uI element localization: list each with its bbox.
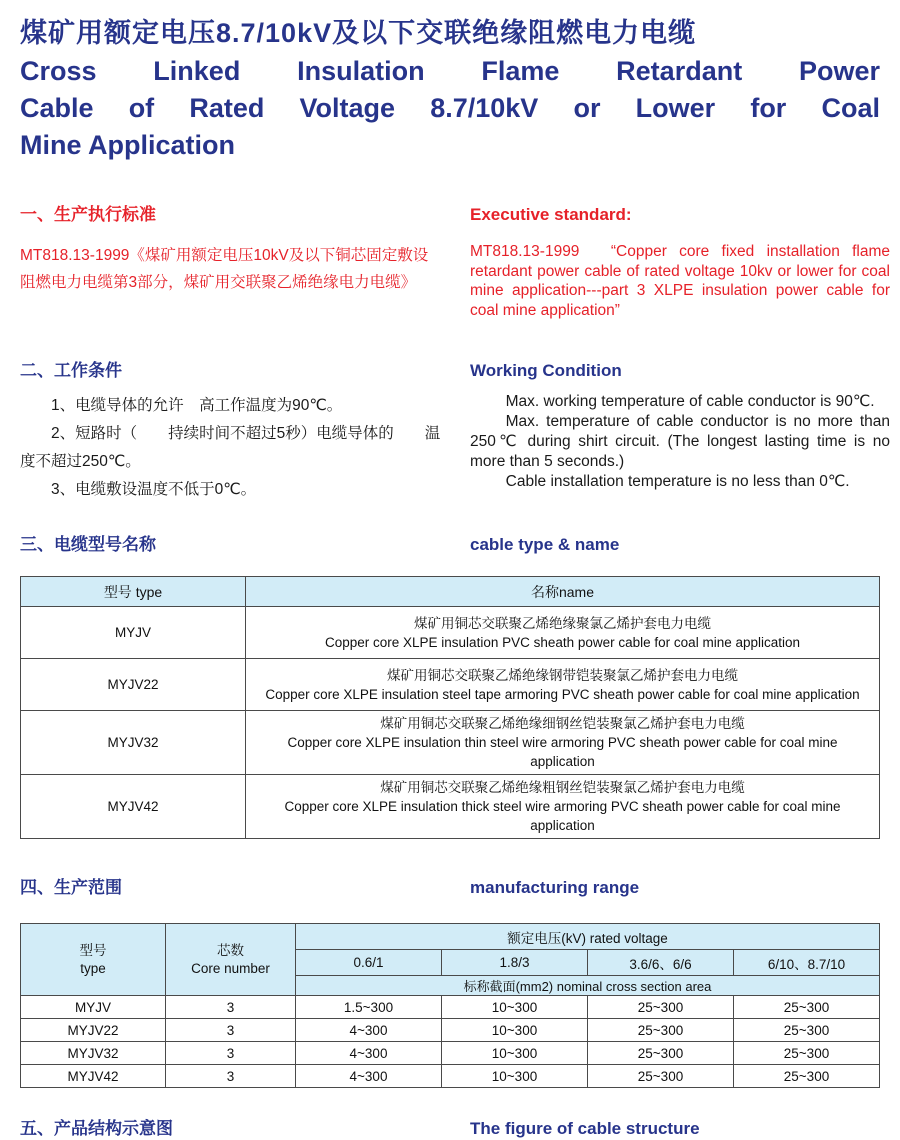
t2-header-type	[21, 924, 166, 996]
working-item-en: Max. temperature of cable conductor is no more than 250℃ during shirt circuit. (The longest lasting time is no more than 5 seconds.)	[470, 413, 890, 470]
section-heading-structure-en: The figure of cable structure	[470, 1119, 700, 1138]
t2-header-core-zh: 芯数	[217, 942, 244, 958]
working-item-en: Cable installation temperature is no less than 0℃.	[505, 473, 850, 490]
working-item-en: Max. working temperature of cable conductor is 90℃.	[505, 393, 875, 410]
cell-type: MYJV32	[21, 1042, 166, 1065]
cell-range: 10~300	[442, 996, 588, 1019]
cell-range: 25~300	[588, 1065, 734, 1088]
page-title-en-line: Mine Application	[20, 130, 235, 160]
table-row	[21, 1042, 880, 1065]
cell-type: MYJV32	[21, 711, 246, 775]
cell-name-zh: 煤矿用铜芯交联聚乙烯绝缘细钢丝铠装聚氯乙烯护套电力电缆	[380, 716, 745, 731]
cell-name	[246, 711, 880, 775]
section-working-body	[20, 392, 890, 504]
t2-header-type-en: type	[80, 960, 106, 976]
cell-type: MYJV	[21, 607, 246, 659]
section-range-headings	[20, 877, 880, 899]
t2-voltage-col: 6/10、8.7/10	[734, 950, 880, 976]
cell-name-zh: 煤矿用铜芯交联聚乙烯绝缘钢带铠装聚氯乙烯护套电力电缆	[387, 667, 738, 683]
cell-name-en: Copper core XLPE insulation PVC sheath power cable for coal mine application	[324, 634, 801, 650]
table-row	[21, 996, 880, 1019]
t2-header-voltage: 额定电压(kV) rated voltage	[296, 924, 880, 950]
cell-name-en: Copper core XLPE insulation thin steel wire armoring PVC sheath power cable for coal mine application	[287, 735, 838, 769]
section-heading-working-zh: 二、工作条件	[20, 361, 122, 380]
section-heading-standard-zh: 一、生产执行标准	[20, 205, 156, 224]
cell-range: 25~300	[734, 996, 880, 1019]
table-row	[21, 607, 880, 659]
table-row	[21, 1019, 880, 1042]
table-row	[21, 775, 880, 839]
cell-type: MYJV22	[21, 1019, 166, 1042]
page-title-en-line: Cable of Rated Voltage 8.7/10kV or Lower for Coal	[20, 93, 880, 123]
cell-core: 3	[166, 996, 296, 1019]
t1-header-name: 名称name	[246, 577, 880, 607]
section-heading-structure-zh: 五、产品结构示意图	[20, 1119, 173, 1138]
cell-core: 3	[166, 1042, 296, 1065]
working-conditions-zh	[20, 392, 450, 504]
t1-header-type: 型号 type	[21, 577, 246, 607]
cell-range: 25~300	[734, 1065, 880, 1088]
cell-range: 1.5~300	[296, 996, 442, 1019]
section-heading-typename-en: cable type & name	[470, 535, 620, 554]
cell-name	[246, 607, 880, 659]
table-row	[21, 1065, 880, 1088]
standard-text-zh: MT818.13-1999《煤矿用额定电压10kV及以下铜芯固定敷设阻燃电力电缆第3部分，煤矿用交联聚乙烯绝缘电力电缆》	[20, 247, 429, 291]
t2-header-type-zh: 型号	[79, 942, 107, 958]
t2-voltage-col: 0.6/1	[296, 950, 442, 976]
cell-name-zh: 煤矿用铜芯交联聚乙烯绝缘聚氯乙烯护套电力电缆	[414, 615, 711, 631]
standard-text-en: MT818.13-1999 “Copper core fixed installation flame retardant power cable of rated voltage 10kv or lower for coal mine application---part 3 XLPE insulation power cable for coal mine application”	[470, 243, 890, 319]
cell-range: 25~300	[588, 996, 734, 1019]
page-title-en-line: Cross Linked Insulation Flame Retardant Power	[20, 56, 880, 86]
working-item-zh: 3、电缆敷设温度不低于0℃。	[51, 481, 257, 498]
cell-range: 25~300	[588, 1042, 734, 1065]
cell-range: 10~300	[442, 1042, 588, 1065]
manufacturing-range-table	[20, 923, 880, 1088]
t2-header-core-en: Core number	[191, 960, 270, 976]
cell-type: MYJV42	[21, 775, 246, 839]
working-item-zh: 1、电缆导体的允许 高工作温度为90℃。	[51, 397, 343, 414]
cell-range: 25~300	[734, 1042, 880, 1065]
cell-name	[246, 659, 880, 711]
page-title-en	[20, 53, 880, 164]
page-title-zh: 煤矿用额定电压8.7/10kV及以下交联绝缘阻燃电力电缆	[20, 18, 697, 48]
cell-range: 4~300	[296, 1019, 442, 1042]
cell-name	[246, 775, 880, 839]
section-working-headings	[20, 360, 880, 382]
cell-type: MYJV42	[21, 1065, 166, 1088]
section-typename-headings	[20, 534, 880, 556]
section-structure-headings	[20, 1118, 880, 1140]
t2-header-cross-section: 标称截面(mm2) nominal cross section area	[296, 976, 880, 996]
cell-type: MYJV	[21, 996, 166, 1019]
cell-range: 4~300	[296, 1065, 442, 1088]
cell-range: 4~300	[296, 1042, 442, 1065]
cell-core: 3	[166, 1065, 296, 1088]
section-standard-body	[20, 242, 890, 320]
cell-name-en: Copper core XLPE insulation thick steel wire armoring PVC sheath power cable for coal mine application	[284, 799, 841, 833]
t2-header-core	[166, 924, 296, 996]
cell-range: 25~300	[588, 1019, 734, 1042]
cell-range: 10~300	[442, 1065, 588, 1088]
table-header-row	[21, 577, 880, 607]
section-heading-working-en: Working Condition	[470, 361, 622, 380]
cell-type: MYJV22	[21, 659, 246, 711]
cell-range: 25~300	[734, 1019, 880, 1042]
cell-name-zh: 煤矿用铜芯交联聚乙烯绝缘粗钢丝铠装聚氯乙烯护套电力电缆	[380, 780, 745, 795]
working-conditions-en	[470, 392, 890, 504]
table-header-row	[21, 924, 880, 950]
cable-type-name-table	[20, 576, 880, 839]
section-heading-range-zh: 四、生产范围	[20, 878, 122, 897]
section-heading-standard-en: Executive standard:	[470, 205, 632, 224]
section-heading-typename-zh: 三、电缆型号名称	[20, 535, 156, 554]
t2-voltage-col: 3.6/6、6/6	[588, 950, 734, 976]
working-item-zh: 2、短路时（ 持续时间不超过5秒）电缆导体的 温度不超过250℃。	[20, 425, 441, 470]
table-row	[21, 659, 880, 711]
cell-core: 3	[166, 1019, 296, 1042]
section-standard-headings	[20, 204, 880, 226]
table-row	[21, 711, 880, 775]
section-heading-range-en: manufacturing range	[470, 878, 640, 897]
cell-range: 10~300	[442, 1019, 588, 1042]
t2-voltage-col: 1.8/3	[442, 950, 588, 976]
cell-name-en: Copper core XLPE insulation steel tape armoring PVC sheath power cable for coal mine application	[265, 686, 860, 702]
